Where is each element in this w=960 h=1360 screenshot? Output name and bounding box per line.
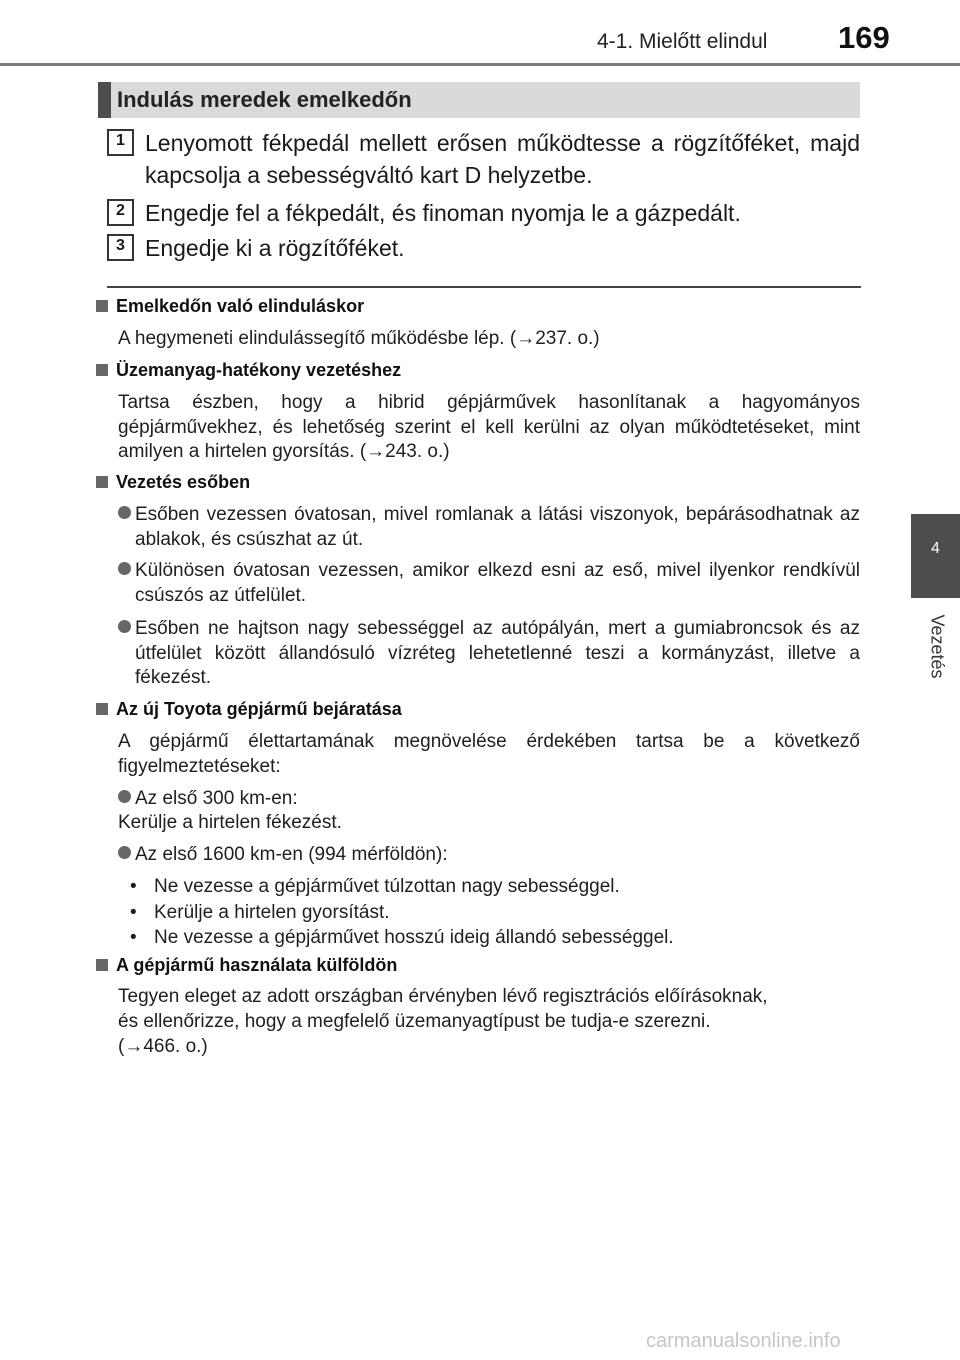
round-bullet-icon	[118, 790, 131, 803]
breakin-bullet-1-line-2: Kerülje a hirtelen fékezést.	[118, 812, 342, 833]
round-bullet-icon	[118, 846, 131, 859]
bullet-text: Esőben ne hajtson nagy sebességgel az autópályán, mert a gumiabroncsok és az útfelület között állandósuló vízréteg lehetetlenné teszi a kormányzást, illetve a fékezést.	[135, 618, 860, 688]
step-2	[107, 197, 860, 229]
page-number: 169	[838, 20, 890, 55]
square-bullet-icon	[96, 703, 108, 715]
square-bullet-icon	[96, 364, 108, 376]
bullet-text: Esőben vezessen óvatosan, mivel romlanak a látási viszonyok, bepárásodhatnak az ablakok, és csúszhat az út.	[135, 504, 860, 550]
note-heading-uphill	[96, 296, 364, 317]
note-title: Vezetés esőben	[116, 472, 251, 492]
note-heading-abroad	[96, 955, 397, 976]
square-bullet-icon	[96, 476, 108, 488]
note-heading-breakin	[96, 699, 402, 720]
sub-list-item	[130, 874, 850, 900]
round-bullet-icon	[118, 506, 131, 519]
note-text-abroad-line-2: és ellenőrizze, hogy a megfelelő üzemanyagtípust be tudja-e szerezni.	[118, 1011, 711, 1032]
chapter-label-text: Vezetés	[927, 613, 948, 679]
bullet-text: Különösen óvatosan vezessen, amikor elkezd esni az eső, mivel ilyenkor rendkívül csúszós az útfelület.	[135, 560, 860, 606]
step-3	[107, 232, 860, 264]
square-bullet-icon	[96, 300, 108, 312]
page-header	[0, 0, 960, 70]
step-number: 2	[107, 199, 134, 226]
rain-bullet-1	[118, 503, 860, 552]
sub-item-text: Kerülje a hirtelen gyorsítást.	[154, 901, 390, 923]
step-text: Lenyomott fékpedál mellett erősen működtesse a rögzítőféket, majd kapcsolja a sebességváltó kart D helyzetbe.	[145, 130, 860, 188]
sub-item-text: Ne vezesse a gépjárművet hosszú ideig állandó sebességgel.	[154, 927, 674, 948]
breakin-sub-list	[130, 874, 850, 951]
dot-bullet-icon: •	[130, 901, 137, 923]
section-title: 4-1. Mielőtt elindul	[597, 30, 768, 53]
step-text: Engedje fel a fékpedált, és finoman nyomja le a gázpedált.	[145, 200, 741, 226]
step-1	[107, 127, 860, 191]
bullet-text-line: Az első 300 km-en:	[135, 788, 298, 809]
round-bullet-icon	[118, 620, 131, 633]
note-text-abroad-line-3: (→466. o.)	[118, 1036, 208, 1057]
sub-list-item	[130, 900, 850, 926]
step-number: 3	[107, 234, 134, 261]
note-title: Az új Toyota gépjármű bejáratása	[116, 699, 402, 719]
dot-bullet-icon: •	[130, 927, 137, 948]
note-text-breakin: A gépjármű élettartamának megnövelése érdekében tartsa be a következő figyelmeztetéseket:	[118, 731, 860, 777]
chapter-label	[914, 604, 960, 688]
header-rule	[0, 63, 960, 66]
chapter-number: 4	[931, 540, 940, 557]
note-text-fuel: Tartsa észben, hogy a hibrid gépjárművek hasonlítanak a hagyományos gépjárművekhez, és lehetőség szerint el kell kerülni az olyan működtetéseket, mint amilyen a hirtelen gyorsítás. (→243. o.)	[118, 392, 860, 462]
dot-bullet-icon: •	[130, 876, 137, 897]
square-bullet-icon	[96, 959, 108, 971]
watermark: carmanualsonline.info	[646, 1330, 841, 1352]
note-text-abroad-line-1: Tegyen eleget az adott országban érvényben lévő regisztrációs előírásoknak,	[118, 986, 768, 1007]
note-title: Emelkedőn való elinduláskor	[116, 296, 365, 316]
note-heading-rain	[96, 472, 250, 493]
divider	[107, 286, 861, 288]
bullet-text: Az első 1600 km-en (994 mérföldön):	[135, 844, 448, 865]
step-number: 1	[107, 129, 134, 156]
chapter-tab	[911, 514, 960, 598]
note-title: Üzemanyag-hatékony vezetéshez	[116, 360, 402, 380]
round-bullet-icon	[118, 562, 131, 575]
sub-list-item	[130, 925, 850, 951]
note-title: A gépjármű használata külföldön	[116, 955, 398, 975]
step-text: Engedje ki a rögzítőféket.	[145, 235, 405, 261]
section-heading: Indulás meredek emelkedőn	[98, 82, 860, 118]
note-text-uphill: A hegymeneti elindulássegítő működésbe lép. (→237. o.)	[118, 328, 600, 349]
breakin-bullet-2	[118, 843, 860, 868]
note-heading-fuel	[96, 360, 401, 381]
sub-item-text: Ne vezesse a gépjárművet túlzottan nagy sebességgel.	[154, 876, 620, 897]
rain-bullet-2	[118, 559, 860, 608]
breakin-bullet-1	[118, 787, 860, 812]
rain-bullet-3	[118, 617, 860, 691]
